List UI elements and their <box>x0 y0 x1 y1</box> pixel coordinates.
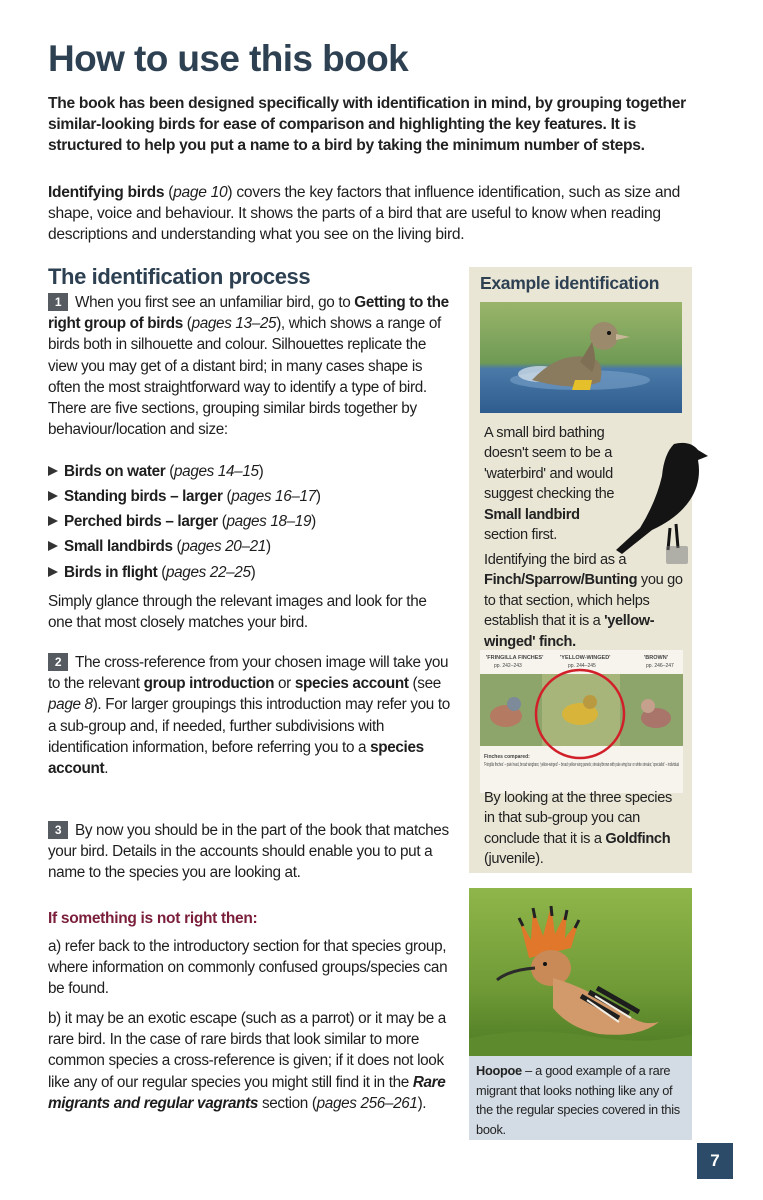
example-title: Example identification <box>480 273 660 293</box>
step-2-paragraph: 2 The cross-reference from your chosen image will take you to the relevant group introduction or species account (see page 8). For larger groupings this introduction may refer you to a sub-group and, if needed, further subdivisions with identification information, before referring you to a species account. <box>48 654 450 778</box>
section-page-ref[interactable]: pages 14–15 <box>174 463 259 480</box>
section-page-ref[interactable]: pages 18–19 <box>226 513 312 530</box>
option-a-paragraph: a) refer back to the introductory section for that species group, where information on commonly confused groups/species can be found. <box>48 938 448 998</box>
conclude-text-pre: By looking at the three species in that sub-group you can conclude that it is a <box>484 790 672 847</box>
option-b-section-text: section <box>261 1094 308 1112</box>
section-name: Small landbirds <box>64 538 173 555</box>
yellow-winged-label: 'yellow-winged' finch. <box>484 613 655 650</box>
section-item-standing-birds: Standing birds – larger (pages 16–17) <box>48 488 321 506</box>
identify-text-mid: you go to that section, which helps establish that it is a <box>484 572 683 630</box>
intro-paragraph: The book has been designed specifically with identification in mind, by grouping together similar-looking birds for ease of comparison and highlighting the key features. It is structured to help you put a name to a bird by taking the minimum number of steps. <box>48 95 686 154</box>
group-introduction-label: group introduction <box>143 675 275 693</box>
panel-caption-text: 'Fringilla finches' – pale head, broad wingbars; 'yellow-winged' – broad yellow wing panels; streaky/brown with pale wing bar or white streaks; 'specialist' – individual <box>484 762 679 768</box>
rare-migrants-label: Rare migrants and regular vagrants <box>48 1073 446 1112</box>
process-heading: The identification process <box>48 264 311 289</box>
identifying-text: covers the key factors that influence identification, such as size and shape, voice and behaviour. It shows the parts of a bird that are useful to know when reading descriptions and understanding what you see on the living bird. <box>48 184 680 243</box>
finches-compared-panel <box>480 650 683 793</box>
glance-paragraph: Simply glance through the relevant images and look for the one that most closely matches your bird. <box>48 593 427 632</box>
see-text: see <box>417 675 441 693</box>
step-1-page-ref[interactable]: pages 13–25 <box>191 315 277 333</box>
goldfinch-label: Goldfinch <box>605 830 671 847</box>
step-1-paragraph: 1 When you first see an unfamiliar bird, go to Getting to the right group of birds (pages 13–25), which shows a range of birds both in silhouette and colour. Silhouettes replicate the view you may get of a distant bird; in many cases shape is often the most straightforward way to identify a type of bird. There are five sections, grouping similar birds together by behaviour/location and size: <box>48 294 449 439</box>
identifying-paragraph: Identifying birds (page 10) covers the key factors that influence identification, such as size and shape, voice and behaviour. It shows the parts of a bird that are useful to know when reading descriptions and understanding what you see on the living bird. <box>48 184 680 243</box>
option-b-paragraph: b) it may be an exotic escape (such as a parrot) or it may be a rare bird. In the case of rare birds that look similar to more common species a cross-reference is given; if it does not look like any of our regular species you might still find it in the Rare migrants and regular vagrants section (pages 256–261). <box>48 1010 446 1112</box>
step-1-text: When you first see an unfamiliar bird, go to <box>75 294 351 311</box>
hoopoe-caption <box>476 1061 688 1139</box>
option-b-text: b) it may be an exotic escape (such as a parrot) or it may be a rare bird. In the case of rare birds that look similar to more common species a cross-reference is given; if it does not look like any of our regular species you might still find it in the <box>48 1010 446 1091</box>
identifying-page-ref[interactable]: page 10 <box>173 184 228 201</box>
triangle-bullet-icon <box>48 567 58 577</box>
conclude-text <box>484 788 684 870</box>
identifying-birds-label: Identifying birds <box>48 184 165 201</box>
conclude-text-end: (juvenile). <box>484 851 544 868</box>
bathing-text-end: section first. <box>484 527 557 544</box>
species-account-label-2: species account <box>48 738 424 778</box>
finch-sparrow-bunting-label: Finch/Sparrow/Bunting <box>484 572 638 589</box>
section-list <box>48 463 450 589</box>
page-title: How to use this book <box>48 38 409 79</box>
step-2-number: 2 <box>48 653 68 671</box>
option-b-page-ref[interactable]: pages 256–261 <box>316 1094 418 1112</box>
bathing-text-body: A small bird bathing doesn't seem to be a 'waterbird' and would suggest checking the <box>484 425 615 503</box>
hoopoe-label: Hoopoe <box>476 1063 522 1078</box>
section-name: Birds in flight <box>64 564 158 581</box>
step-1-text-cont: which shows a range of birds both in silhouette and colour. Silhouettes replicate the view you may get of a distant bird; in many cases shape is often the most straightforward way to identify a type of bird. There are five sections, grouping similar birds together by behaviour/location and size: <box>48 315 441 439</box>
section-page-ref[interactable]: pages 16–17 <box>231 488 316 505</box>
step-3-paragraph <box>48 820 450 884</box>
triangle-bullet-icon <box>48 466 58 476</box>
not-right-heading: If something is not right then: <box>48 910 258 927</box>
step-3-number: 3 <box>48 821 68 839</box>
step-2-text-cont: For larger groupings this introduction may refer you to a sub-group and, if needed, further subdivisions with identification information, before referring you to a <box>48 696 450 756</box>
panel-label-brown: 'BROWN' <box>644 655 669 661</box>
panel-label-fringilla: 'FRINGILLA FINCHES' <box>486 655 544 661</box>
section-name: Perched birds – larger <box>64 513 218 530</box>
hoopoe-photo <box>469 888 692 1056</box>
section-page-ref[interactable]: pages 20–21 <box>181 538 266 555</box>
section-item-perched-birds: Perched birds – larger (pages 18–19) <box>48 513 316 531</box>
section-item-birds-in-flight: Birds in flight (pages 22–25) <box>48 564 255 582</box>
panel-ref-yellow-winged: pp. 244–245 <box>568 663 596 669</box>
or-text: or <box>278 675 291 693</box>
step-1-number: 1 <box>48 293 68 311</box>
step-2-text: The cross-reference from your chosen image will take you to the relevant <box>48 654 449 693</box>
small-landbird-label: Small landbird <box>484 506 580 523</box>
triangle-bullet-icon <box>48 516 58 526</box>
step-1-group-link: Getting to the right group of birds <box>48 294 449 333</box>
step-2-page-ref[interactable]: page 8 <box>48 696 93 714</box>
bird-silhouette-icon <box>612 438 712 568</box>
triangle-bullet-icon <box>48 491 58 501</box>
panel-ref-brown: pp. 246–247 <box>646 663 674 669</box>
species-account-label: species account <box>294 675 409 693</box>
bathing-bird-photo <box>480 302 682 413</box>
bathing-text <box>484 423 624 545</box>
identify-text-pre: Identifying the bird as a <box>484 552 627 568</box>
section-item-birds-on-water: Birds on water (pages 14–15) <box>48 463 263 481</box>
section-item-small-landbirds: Small landbirds (pages 20–21) <box>48 538 271 556</box>
page-number: 7 <box>697 1143 733 1179</box>
hoopoe-caption-text: – a good example of a rare migrant that looks nothing like any of the the regular species covered in this book. <box>476 1063 680 1137</box>
identify-text <box>484 550 684 652</box>
section-name: Birds on water <box>64 463 166 480</box>
panel-label-yellow-winged: 'YELLOW-WINGED' <box>560 655 611 661</box>
panel-caption-title: Finches compared: <box>484 754 530 760</box>
triangle-bullet-icon <box>48 541 58 551</box>
section-page-ref[interactable]: pages 22–25 <box>165 564 251 581</box>
step-3-text: By now you should be in the part of the book that matches your bird. Details in the accounts should enable you to put a name to the species you are looking at. <box>48 822 449 882</box>
section-name: Standing birds – larger <box>64 488 223 505</box>
panel-ref-fringilla: pp. 242–243 <box>494 663 522 669</box>
